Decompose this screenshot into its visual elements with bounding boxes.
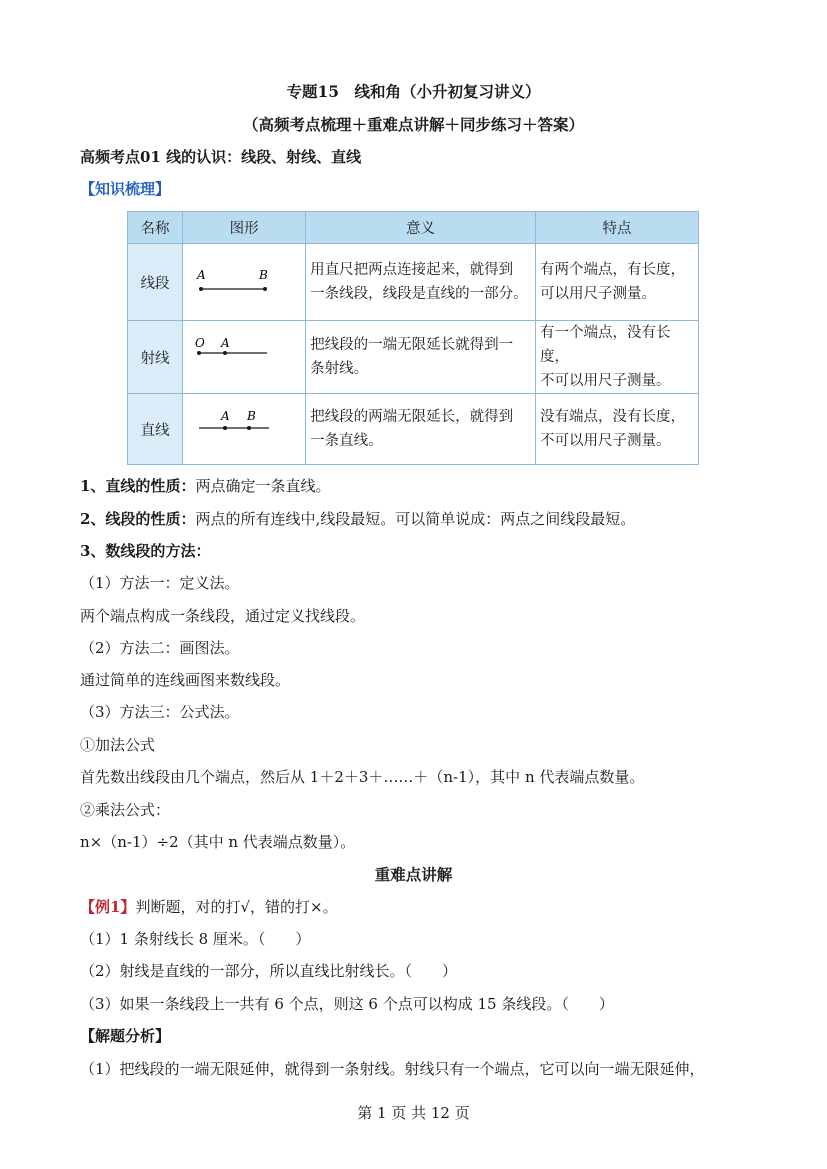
segment-figure [183, 244, 306, 321]
document-title: 专题15 线和角（小升初复习讲义） [286, 82, 541, 101]
table-row [128, 321, 699, 394]
endpoint-dot [263, 287, 267, 291]
method-line: ②乘法公式： [80, 801, 171, 819]
analysis-line: （1）把线段的一端无限延伸，就得到一条射线。射线只有一个端点，它可以向一端无限延伸， [80, 1060, 705, 1078]
ray-figure [183, 321, 306, 394]
property-label: 3、数线段的方法： [80, 542, 211, 560]
knowledge-table [127, 211, 699, 465]
method-line: 两个端点构成一条线段，通过定义找线段。 [80, 607, 366, 625]
page-footer: 第 1 页 共 12 页 [357, 1104, 470, 1122]
row-meaning [306, 394, 536, 465]
endpoint-dot [199, 287, 203, 291]
meaning-line: 条射线。 [310, 361, 369, 377]
row-name: 线段 [128, 244, 183, 321]
table-header-cell: 特点 [535, 212, 698, 244]
property-label: 1、直线的性质： [80, 477, 196, 495]
property-line [80, 475, 760, 496]
feature-line: 有一个端点，没有长度， [539, 325, 671, 365]
property-line [80, 508, 760, 529]
meaning-line: 一条直线。 [310, 433, 383, 449]
example-text: 判断题，对的打√，错的打×。 [135, 898, 338, 916]
endpoint-dot [197, 351, 201, 355]
row-feature [535, 321, 698, 394]
property-text: 两点的所有连线中,线段最短。可以简单说成：两点之间线段最短。 [195, 510, 636, 528]
meaning-line: 把线段的两端无限延长，就得到 [310, 409, 514, 425]
meaning-line: 把线段的一端无限延长就得到一 [310, 337, 514, 353]
feature-line: 没有端点，没有长度， [539, 409, 685, 425]
line-figure [183, 394, 306, 465]
method-line: ①加法公式 [80, 736, 156, 754]
method-line: 首先数出线段由几个端点，然后从 1＋2＋3＋……＋（n-1），其中 n 代表端点数量。 [80, 768, 645, 786]
section-heading-2: 重难点讲解 [374, 865, 453, 884]
point-dot [223, 351, 227, 355]
point-dot [223, 426, 227, 430]
point-label: B [247, 409, 256, 423]
line-diagram [183, 394, 305, 460]
property-line [80, 540, 760, 561]
method-line: （1）方法一：定义法。 [80, 574, 240, 592]
point-label: A [221, 409, 230, 423]
row-name: 射线 [128, 321, 183, 394]
row-meaning [306, 244, 536, 321]
question-line: （2）射线是直线的一部分，所以直线比射线长。（ ） [80, 962, 458, 980]
section-heading-1: 高频考点01 线的认识：线段、射线、直线 [80, 148, 362, 166]
point-label: A [197, 268, 206, 282]
ray-diagram [183, 325, 305, 385]
document-subtitle: （高频考点梳理＋重难点讲解＋同步练习＋答案） [242, 115, 584, 134]
meaning-line: 用直尺把两点连接起来，就得到 [310, 262, 514, 278]
analysis-tag: 【解题分析】 [80, 1027, 171, 1045]
example-tag: 【例1】 [80, 898, 136, 916]
knowledge-tag: 【知识梳理】 [80, 180, 171, 198]
point-label: A [221, 336, 230, 350]
method-line: （2）方法二：画图法。 [80, 639, 240, 657]
feature-line: 有两个端点，有长度， [539, 262, 685, 278]
feature-line: 不可以用尺子测量。 [539, 433, 671, 449]
row-name: 直线 [128, 394, 183, 465]
meaning-line: 一条线段，线段是直线的一部分。 [310, 286, 528, 302]
row-feature [535, 394, 698, 465]
question-line: （3）如果一条线段上一共有 6 个点，则这 6 个点可以构成 15 条线段。（ ） [80, 995, 614, 1013]
method-line: n×（n-1）÷2（其中 n 代表端点数量）。 [80, 833, 356, 851]
point-label: B [259, 268, 268, 282]
segment-diagram [183, 245, 305, 315]
point-dot [247, 426, 251, 430]
point-label: O [195, 336, 205, 350]
table-header-cell: 名称 [128, 212, 183, 244]
table-header-cell: 意义 [306, 212, 536, 244]
method-line: 通过简单的连线画图来数线段。 [80, 671, 291, 689]
property-label: 2、线段的性质： [80, 510, 196, 528]
table-header-row [128, 212, 699, 244]
question-line: （1）1 条射线长 8 厘米。（ ） [80, 930, 311, 948]
table-row [128, 394, 699, 465]
feature-line: 不可以用尺子测量。 [539, 373, 671, 389]
property-text: 两点确定一条直线。 [195, 477, 331, 495]
row-feature [535, 244, 698, 321]
row-meaning [306, 321, 536, 394]
feature-line: 可以用尺子测量。 [539, 286, 656, 302]
table-row [128, 244, 699, 321]
example-line [80, 896, 760, 917]
method-line: （3）方法三：公式法。 [80, 703, 240, 721]
table-header-cell: 图形 [183, 212, 306, 244]
